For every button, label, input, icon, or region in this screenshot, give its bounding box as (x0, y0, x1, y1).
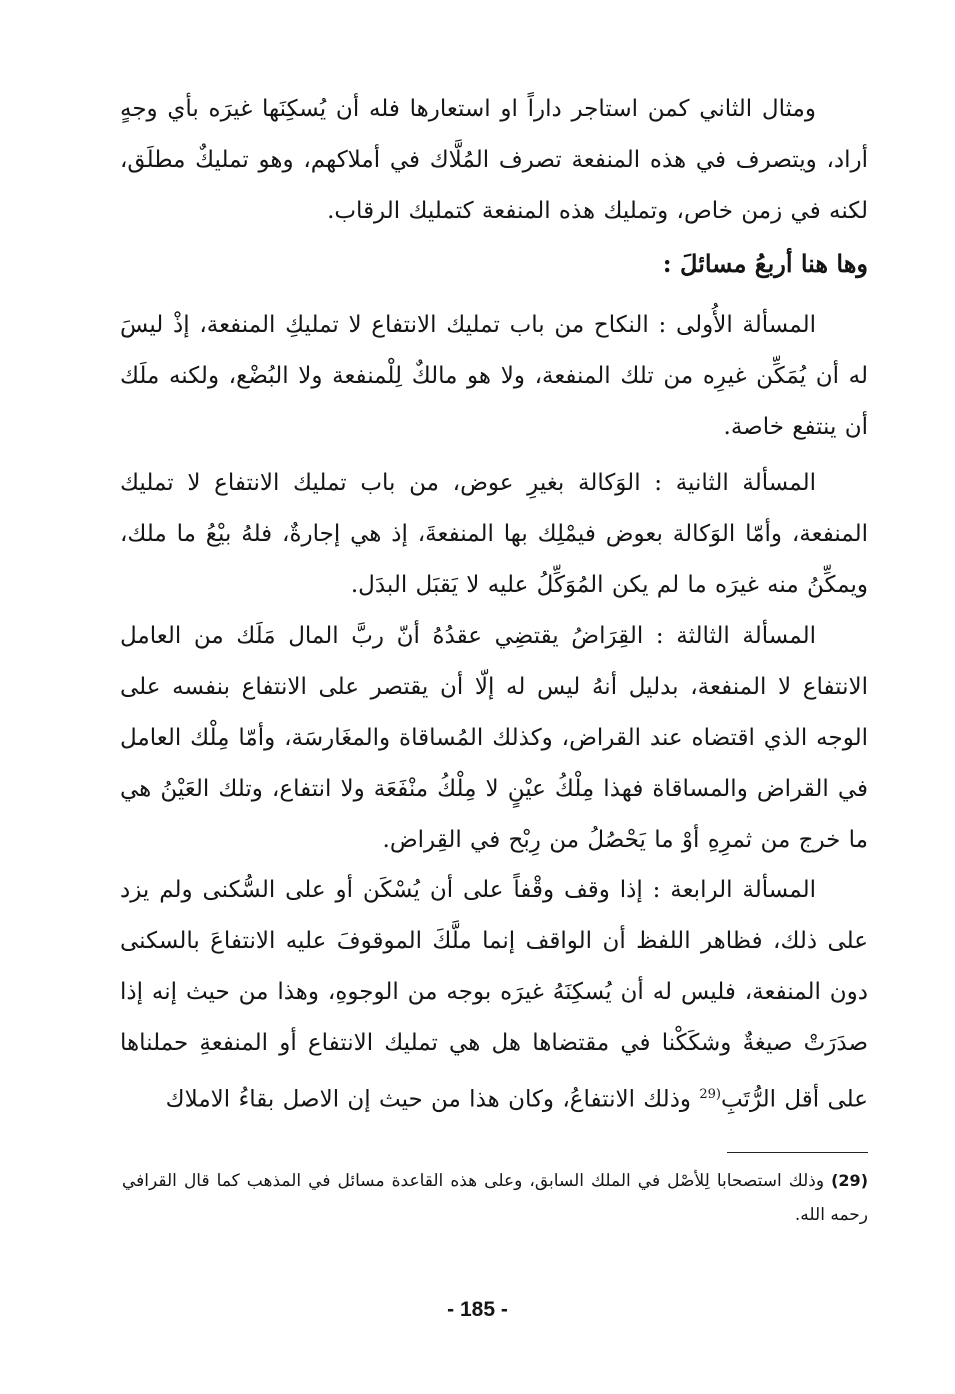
footnote-number: (29) (831, 1171, 868, 1190)
paragraph-issue-4 (120, 865, 868, 1126)
footnote-reference: (29 (699, 1087, 721, 1102)
paragraph-intro: ومثال الثاني كمن استاجر داراً او استعارها فله أن يُسكِنَها غيرَه بأي وجهٍ أراد، ويتصرف في هذه المنفعة تصرف المُلَّاك في أملاكهم، وهو تمليكٌ مطلَق، لكنه في زمن خاص، وتمليك هذه المنفعة كتمليك الرقاب. (120, 96, 868, 224)
footnote (122, 1164, 868, 1232)
section-heading: وها هنا أربعُ مسائلَ : (662, 249, 868, 278)
footnote-divider (727, 1152, 868, 1153)
paragraph-issue-4-tail: وذلك الانتفاعُ، وكان هذا من حيث إن الاصل بقاءُ الاملاك (165, 1086, 700, 1113)
footnote-text: وذلك استصحابا لِلأصْل في الملك السابق، وعلى هذه القاعدة مسائل في المذهب كما قال القرافي رحمه الله. (122, 1171, 868, 1225)
page-number: - 185 - (447, 1298, 508, 1321)
paragraph-issue-1: المسألة الأُولى : النكاح من باب تمليك الانتفاع لا تمليكِ المنفعة، إذْ ليسَ له أن يُمَكِّن غيرِه من تلك المنفعة، ولا هو مالكٌ لِلْمنفعة ولا البُضْع، ولكنه ملَك أن ينتفع خاصة. (120, 312, 868, 440)
paragraph-issue-2: المسألة الثانية : الوَكالة بغيرِ عوض، من باب تمليك الانتفاع لا تمليك المنفعة، وأمّا الوَكالة بعوض فيمْلِك بها المنفعةَ، إذ هي إجارةٌ، فلهُ بيْعُ ما ملك، ويمكِّنُ منه غيرَه ما لم يكن المُوَكِّلُ عليه لا يَقبَل البدَل. (120, 470, 868, 598)
paragraph-issue-3: المسألة الثالثة : القِرَاضُ يقتضِي عقدُهُ أنّ ربَّ المال مَلَك من العامل الانتفاع لا المنفعة، بدليل أنهُ ليس له إلّا أن يقتصر على الانتفاع بنفسه على الوجه الذي اقتضاه عند القراض، وكذلك المُساقاة والمغَارسَة، وأمّا مِلْك العامل في القراض والمساقاة فهذا مِلْكُ عيْنٍ لا مِلْكُ منْفَعَة ولا انتفاع، وتلك العَيْنُ هي ما خرج من ثمرِهِ أوْ ما يَحْصُلُ من رِبْح في القِراض. (120, 623, 868, 853)
paragraph-issue-4-text: المسألة الرابعة : إذا وقف وقْفاً على أن يُسْكَن أو على السُّكنى ولم يزد على ذلك، فظاهر اللفظ أن الواقف إنما ملَّكَ الموقوفَ عليه الانتفاعَ بالسكنى دون المنفعة، فليس له أن يُسكِنَهُ غيرَه بوجه من الوجوهِ، وهذا من حيث إنه إذا صدَرَتْ صيغةٌ وشكَكْنا في مقتضاها هل هي تمليك الانتفاع أو المنفعةِ حملناها على أقل الرُّتَبِ (120, 877, 868, 1113)
